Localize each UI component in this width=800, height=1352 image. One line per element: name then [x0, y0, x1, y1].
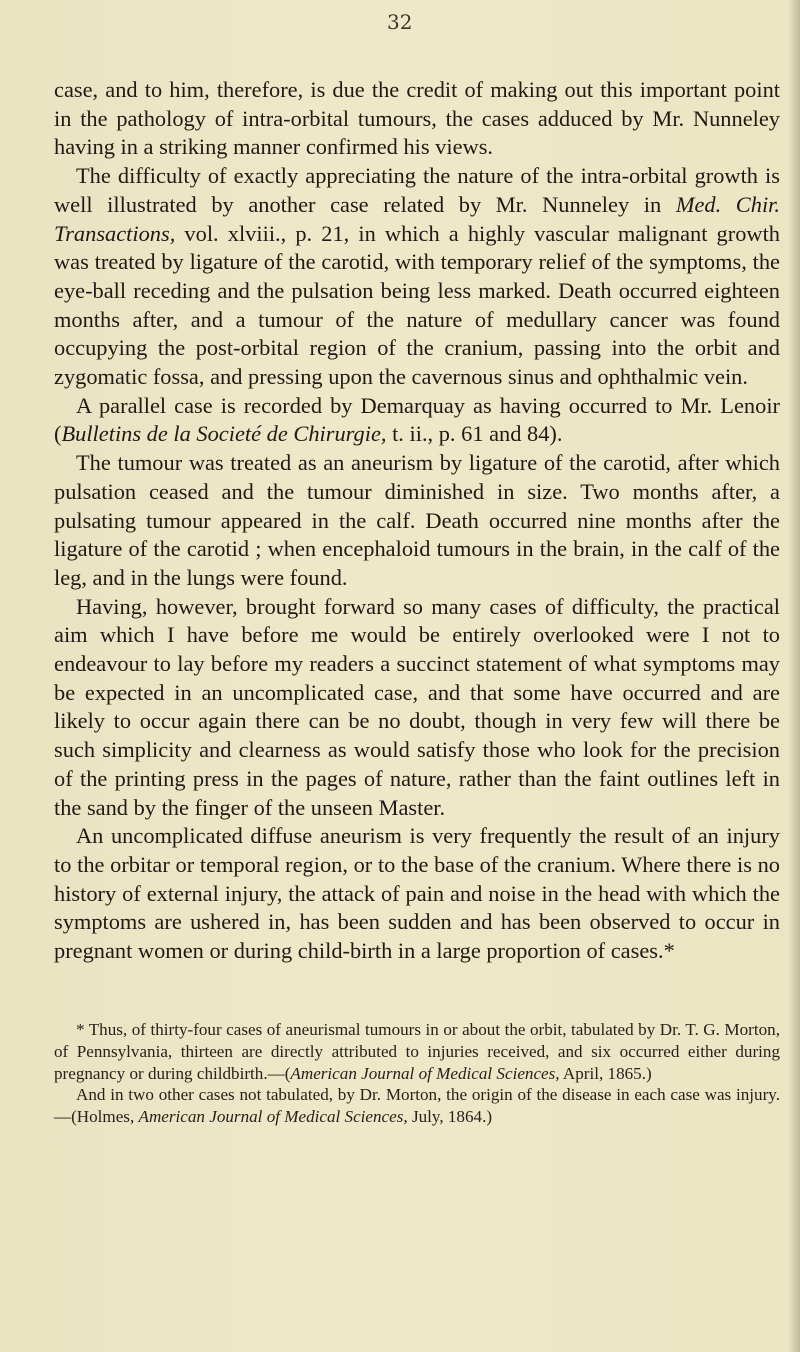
- footnote-1: * Thus, of thirty-four cases of aneurismal tumours in or about the orbit, tabulated by Dr. T. G. Morton, of Pennsylvania, thirteen are directly attributed to injuries received, and six occurred either during pregnancy or during childbirth.—(American Journal of Medical Sciences, April, 1865.): [54, 1020, 780, 1083]
- paragraph-1: case, and to him, therefore, is due the credit of making out this important point in the pathology of intra-orbital tumours, the cases adduced by Mr. Nunneley having in a striking manner confirmed his views.: [54, 77, 780, 160]
- page-number: 32: [387, 10, 413, 34]
- paragraph-5: Having, however, brought forward so many cases of difficulty, the practical aim which I have before me would be entirely overlooked were I not to endeavour to lay before my readers a succinct statement of what symptoms may be expected in an uncomplicated case, and that some have occurred and are likely to occur again there can be no doubt, though in very few will there be such simplicity and clearness as would satisfy those who look for the precision of the printing press in the pages of nature, rather than the faint outlines left in the sand by the finger of the unseen Master.: [54, 593, 780, 820]
- body-text: [54, 76, 780, 966]
- footnotes: [54, 1019, 780, 1128]
- journal-title: Med. Chir. Transactions,: [54, 191, 780, 246]
- journal-title: American Journal of Medical Sciences,: [138, 1107, 408, 1127]
- page-edge-shadow: [788, 0, 800, 1352]
- paragraph-6: An uncomplicated diffuse aneurism is very frequently the result of an injury to the orbitar or temporal region, or to the base of the cranium. Where there is no history of external injury, the attack of pain and noise in the head with which the symptoms are ushered in, has been sudden and has been observed to occur in pregnant women or during child-birth in a large proportion of cases.*: [54, 823, 780, 964]
- paragraph-4: The tumour was treated as an aneurism by ligature of the carotid, after which pulsation ceased and the tumour diminished in size. Two months after, a pulsating tumour appeared in the calf. Death occurred nine months after the ligature of the carotid ; when encephaloid tumours in the brain, in the calf of the leg, and in the lungs were found.: [54, 450, 780, 590]
- paragraph-3: A parallel case is recorded by Demarquay as having occurred to Mr. Lenoir (Bulletins de la Societé de Chirurgie, t. ii., p. 61 and 84).: [54, 392, 780, 447]
- journal-title: American Journal of Medical Sciences,: [290, 1063, 560, 1083]
- journal-title: Bulletins de la Societé de Chirurgie,: [61, 421, 387, 447]
- paragraph-2: The difficulty of exactly appreciating the nature of the intra-orbital growth is well illustrated by another case related by Mr. Nunneley in Med. Chir. Transactions, vol. xlviii., p. 21, in which a highly vascular malignant growth was treated by ligature of the carotid, with temporary relief of the symptoms, the eye-ball receding and the pulsation being less marked. Death occurred eighteen months after, and a tumour of the nature of medullary cancer was found occupying the post-orbital region of the cranium, passing into the orbit and zygomatic fossa, and pressing upon the cavernous sinus and ophthalmic vein.: [54, 163, 780, 390]
- footnote-2: And in two other cases not tabulated, by Dr. Morton, the origin of the disease in each case was injury.—(Holmes, American Journal of Medical Sciences, July, 1864.): [54, 1085, 780, 1127]
